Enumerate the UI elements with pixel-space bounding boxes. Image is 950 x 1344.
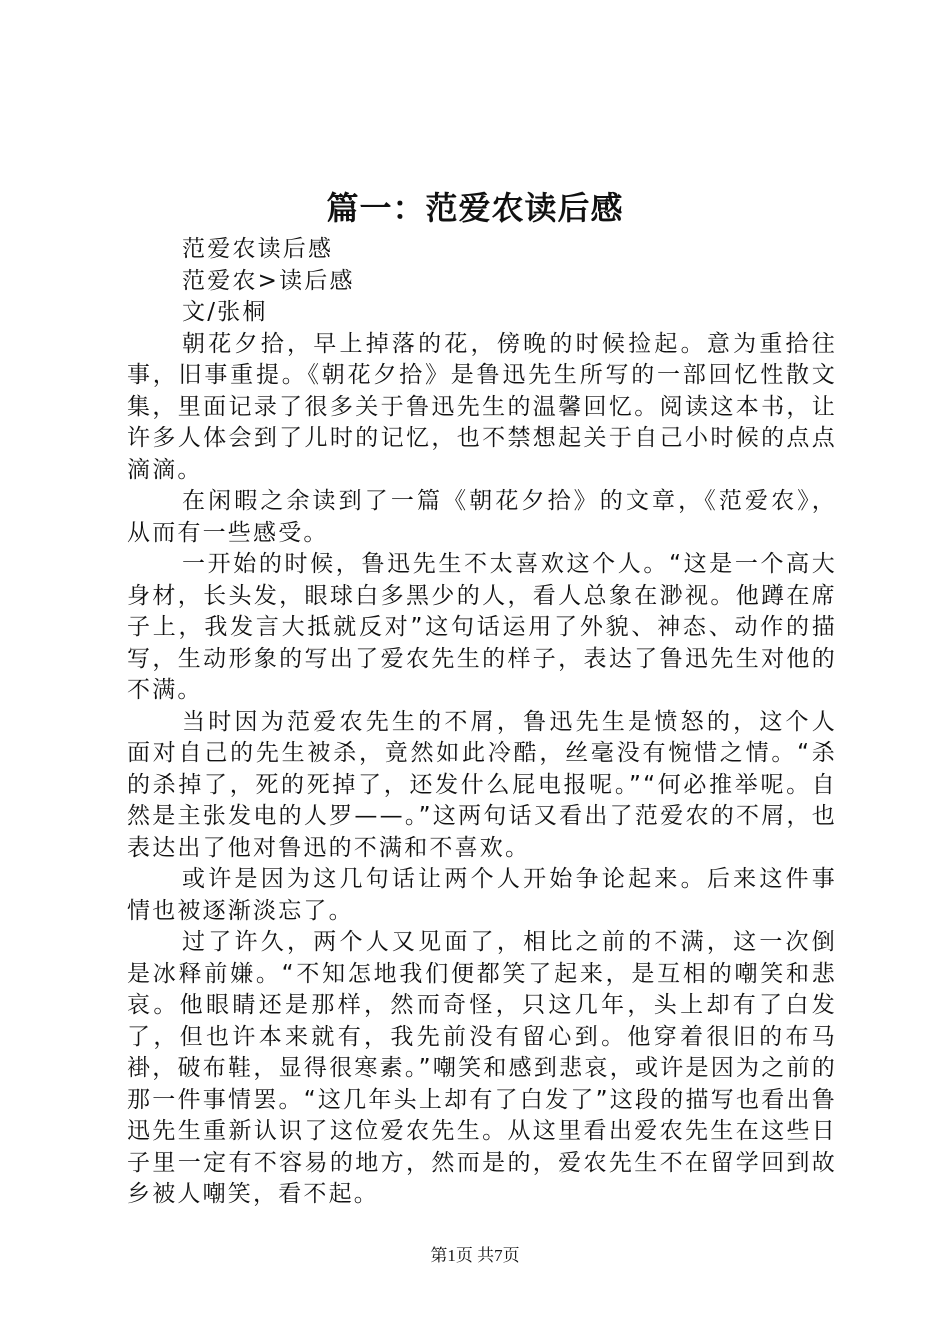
paragraph-anger: 当时因为范爱农先生的不屑，鲁迅先生是愤怒的，这个人面对自己的先生被杀，竟然如此冷酷，丝毫没有惋惜之情。“杀的杀掉了，死的死掉了，还发什么屁电报呢。”“何必推举呢。自然是主张发电的人罗——。”这两句话又看出了范爱农的不屑，也表达出了他对鲁迅的不满和不喜欢。 [127,708,837,861]
page-number-footer: 第1页 共7页 [430,1246,520,1265]
document-body [127,234,837,1211]
paragraph-argument: 或许是因为这几句话让两个人开始争论起来。后来这件事情也被逐渐淡忘了。 [127,866,837,924]
paragraph-context: 在闲暇之余读到了一篇《朝花夕拾》的文章，《范爱农》，从而有一些感受。 [127,488,837,546]
document-title: 篇一：范爱农读后感 [326,189,624,227]
paragraph-subheading: 范爱农>读后感 [182,267,355,294]
paragraph-author: 文/张桐 [182,299,268,325]
paragraph-first-impression: 一开始的时候，鲁迅先生不太喜欢这个人。“这是一个高大身材，长头发，眼球白多黑少的人，看人总象在渺视。他蹲在席子上，我发言大抵就反对”这句话运用了外貌、神态、动作的描写，生动形象的写出了爱农先生的样子，表达了鲁迅先生对他的不满。 [127,551,837,703]
paragraph-intro: 朝花夕拾，早上掉落的花，傍晚的时候捡起。意为重拾往事，旧事重提。《朝花夕拾》是鲁迅先生所写的一部回忆性散文集，里面记录了很多关于鲁迅先生的温馨回忆。阅读这本书，让许多人体会到了儿时的记忆，也不禁想起关于自己小时候的点点滴滴。 [127,330,837,483]
paragraph-reunion: 过了许久，两个人又见面了，相比之前的不满，这一次倒是冰释前嫌。“不知怎地我们便都笑了起来，是互相的嘲笑和悲哀。他眼睛还是那样，然而奇怪，只这几年，头上却有了白发了，但也许本来就有，我先前没有留心到。他穿着很旧的布马褂，破布鞋，显得很寒素。”嘲笑和感到悲哀，或许是因为之前的那一件事情罢。“这几年头上却有了白发了”这段的描写也看出鲁迅先生重新认识了这位爱农先生。从这里看出爱农先生在这些日子里一定有不容易的地方，然而是的，爱农先生不在留学回到故乡被人嘲笑，看不起。 [127,929,837,1207]
paragraph-heading: 范爱农读后感 [182,236,334,262]
